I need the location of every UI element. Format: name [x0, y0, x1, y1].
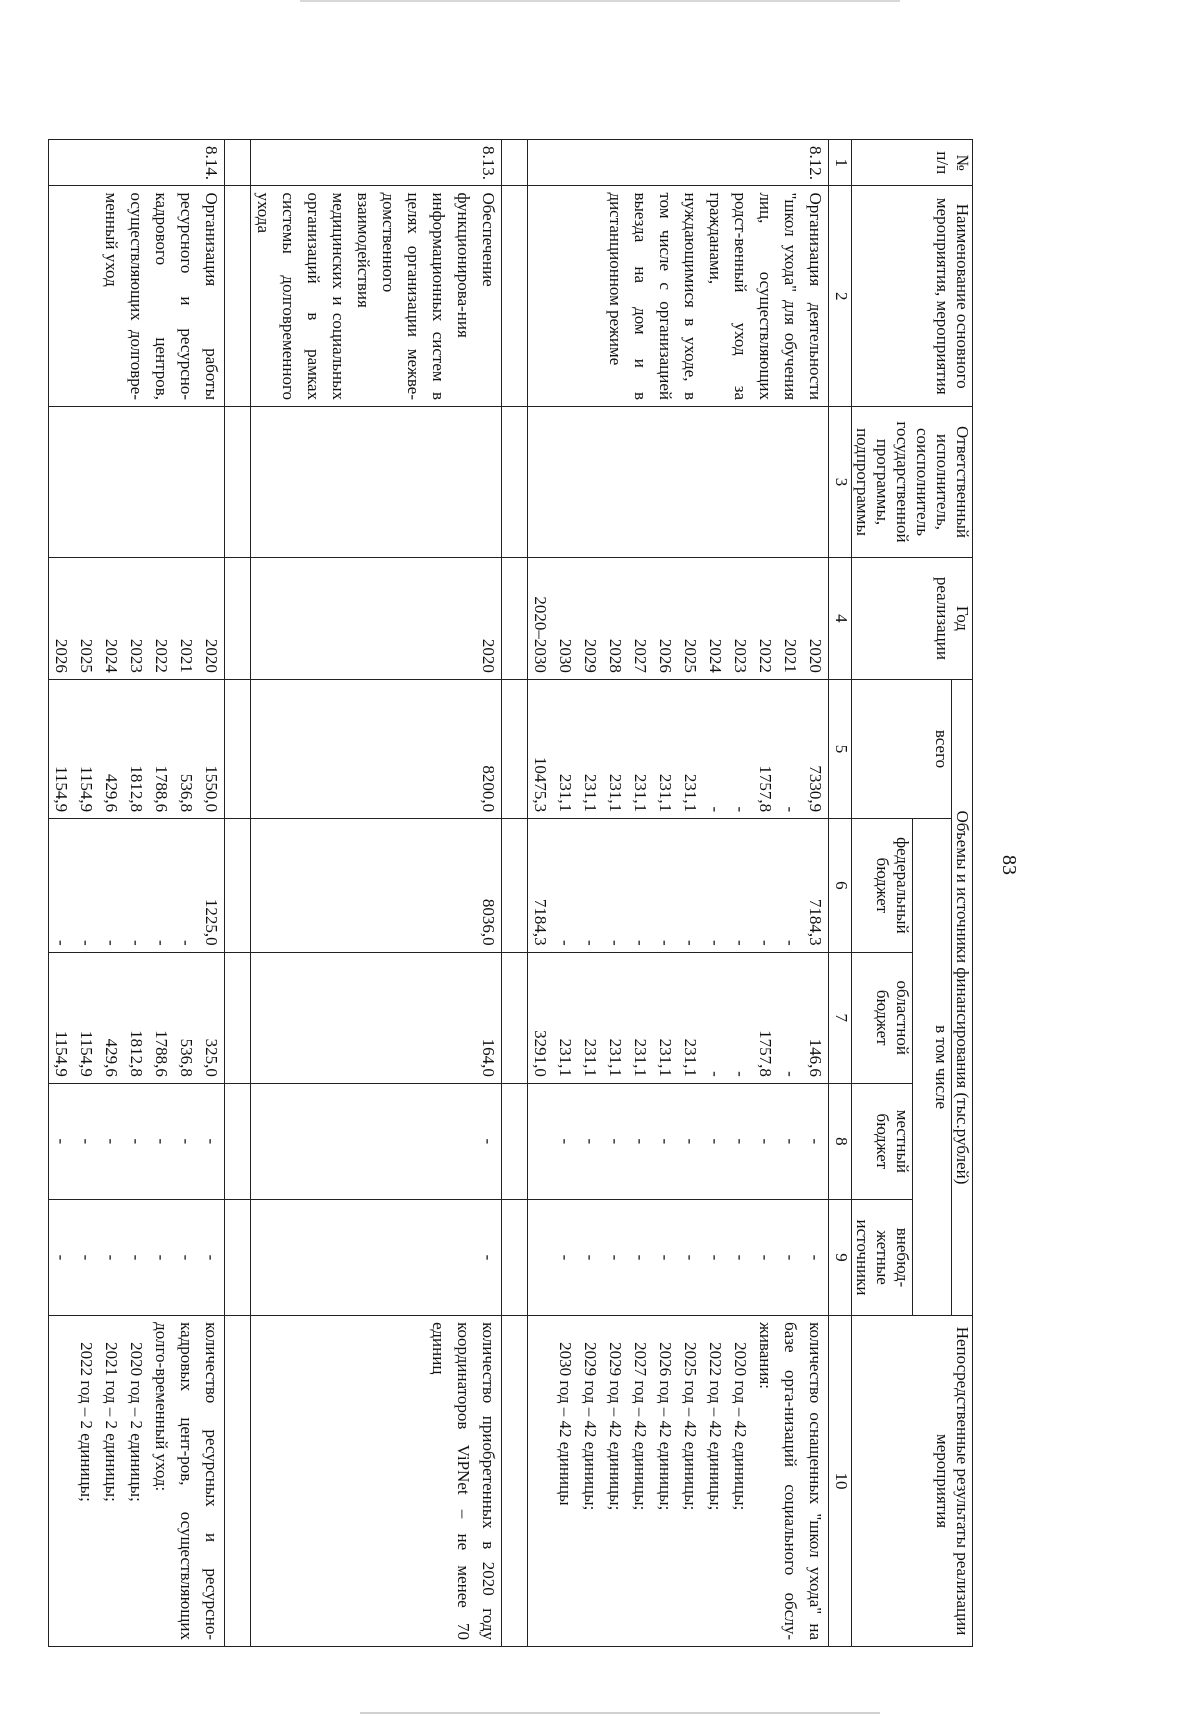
document-page	[52, 55, 1123, 1682]
cell-value: -	[706, 1138, 725, 1145]
cell-value: 429,6	[102, 1038, 121, 1077]
cell-value: -	[606, 939, 625, 946]
cell-value: 231,1	[656, 773, 675, 813]
header-extrabudget: внебюд-жетные источники	[852, 1199, 913, 1315]
cell-value: 231,1	[656, 1038, 675, 1077]
activity-name: Организация работы ресурсного и ресурсно-кадрового центров, осуществляющих долговре-менный уход	[49, 186, 225, 407]
page-number: 83	[998, 855, 1020, 875]
cell-value: -	[152, 939, 171, 946]
cell-value: 325,0	[202, 1038, 221, 1077]
cell-value: -	[781, 806, 800, 813]
cell-value: 2022 год – 42 единицы;	[706, 1342, 725, 1511]
cell-value: -	[127, 939, 146, 946]
cell-value: 2020 год – 42 единицы;	[731, 1342, 750, 1511]
cell-value: 2023	[127, 638, 146, 673]
spacer-cell	[502, 679, 528, 818]
cell-value: 2028	[606, 638, 625, 673]
table-row	[251, 140, 502, 1647]
cell-value: -	[152, 1254, 171, 1261]
cell-value: 2024	[102, 638, 121, 673]
cell-value: 231,1	[581, 1038, 600, 1077]
header-local: местный бюджет	[852, 1083, 913, 1199]
total-cell	[49, 679, 225, 818]
spacer-cell	[225, 186, 251, 407]
cell-value: -	[52, 1254, 71, 1261]
cell-value: 2021	[781, 638, 800, 673]
cell-value: 2021	[177, 638, 196, 673]
cell-value: 536,8	[177, 1038, 196, 1077]
cell-value: -	[806, 1138, 825, 1145]
federal-cell	[251, 819, 502, 953]
spacer-cell	[502, 186, 528, 407]
column-number: 8	[829, 1083, 852, 1199]
cell-value: 1154,9	[77, 1030, 96, 1077]
cell-value: 2021 год – 2 единицы;	[102, 1342, 121, 1502]
cell-value: -	[781, 939, 800, 946]
cell-value: 2020	[806, 638, 825, 673]
responsible-executor	[251, 407, 502, 558]
cell-value: 2025	[681, 638, 700, 673]
cell-value: -	[177, 1138, 196, 1145]
cell-value: 231,1	[556, 773, 575, 813]
result-cell	[49, 1316, 225, 1647]
cell-value: -	[731, 939, 750, 946]
cell-value: 2020–2030	[531, 596, 550, 673]
row-number: 8.14.	[49, 140, 225, 186]
cell-value: -	[756, 1138, 775, 1145]
cell-value: -	[781, 1138, 800, 1145]
column-number: 6	[829, 819, 852, 953]
spacer-cell	[502, 819, 528, 953]
row-number: 8.12.	[528, 140, 829, 186]
cell-value: 2029	[581, 638, 600, 673]
cell-value: 8200,0	[479, 765, 498, 813]
cell-value: 2025 год – 42 единицы;	[681, 1342, 700, 1511]
cell-value: -	[631, 1138, 650, 1145]
cell-value: -	[681, 1254, 700, 1261]
cell-value: 1788,6	[152, 765, 171, 813]
cell-value: 7330,9	[806, 765, 825, 813]
column-number: 1	[829, 140, 852, 186]
regional-cell	[49, 952, 225, 1083]
cell-value: -	[152, 1138, 171, 1145]
cell-value: 2030	[556, 638, 575, 673]
cell-value: -	[731, 1138, 750, 1145]
cell-value: -	[756, 1254, 775, 1261]
cell-value: 1788,6	[152, 1030, 171, 1077]
cell-value: -	[731, 1071, 750, 1077]
cell-value: 231,1	[581, 773, 600, 813]
cell-value: 2022 год – 2 единицы;	[77, 1342, 96, 1502]
spacer-cell	[225, 140, 251, 186]
cell-value: -	[177, 939, 196, 946]
cell-value: -	[479, 1138, 498, 1145]
cell-value: 231,1	[631, 1038, 650, 1077]
header-num: № п/п	[852, 140, 973, 186]
cell-value: -	[606, 1138, 625, 1145]
column-number: 5	[829, 679, 852, 818]
year-cell	[251, 557, 502, 679]
local-cell	[251, 1083, 502, 1199]
column-number: 7	[829, 952, 852, 1083]
total-cell	[528, 679, 829, 818]
cell-value: 2027 год – 42 единицы;	[631, 1342, 650, 1511]
header-total: всего	[852, 679, 952, 818]
cell-value: 2023	[731, 638, 750, 673]
table-body	[49, 140, 829, 1647]
extrabudget-cell	[251, 1199, 502, 1315]
cell-value: 1757,8	[756, 765, 775, 813]
column-number: 2	[829, 186, 852, 407]
cell-value: -	[202, 1254, 221, 1261]
result-intro: количество оснащенных "школ ухода" на базе орга-низаций социального обслу-живания:	[756, 1322, 825, 1640]
result-cell	[528, 1316, 829, 1647]
cell-value: 2027	[631, 638, 650, 673]
cell-value: -	[706, 806, 725, 813]
cell-value: -	[756, 939, 775, 946]
cell-value: -	[631, 939, 650, 946]
scan-edge-bottom	[360, 1712, 880, 1714]
cell-value: -	[706, 939, 725, 946]
year-cell	[49, 557, 225, 679]
cell-value: -	[52, 1138, 71, 1145]
cell-value: 231,1	[631, 773, 650, 813]
cell-value: -	[581, 939, 600, 946]
cell-value: 1154,9	[52, 1030, 71, 1077]
cell-value: -	[177, 1254, 196, 1261]
cell-value: -	[656, 1138, 675, 1145]
cell-value: -	[706, 1071, 725, 1077]
responsible-executor	[49, 407, 225, 558]
row-spacer	[225, 140, 251, 1647]
cell-value: 2029 год – 42 единицы;	[606, 1342, 625, 1511]
header-federal: федеральный бюджет	[852, 819, 913, 953]
cell-value: 2026	[52, 638, 71, 673]
cell-value: -	[581, 1254, 600, 1261]
cell-value: 7184,3	[531, 898, 550, 946]
cell-value: -	[681, 939, 700, 946]
cell-value: -	[479, 1254, 498, 1261]
cell-value: -	[656, 939, 675, 946]
responsible-executor	[528, 407, 829, 558]
cell-value: -	[127, 1138, 146, 1145]
spacer-cell	[225, 679, 251, 818]
spacer-cell	[502, 952, 528, 1083]
cell-value: -	[681, 1138, 700, 1145]
cell-value: -	[77, 1138, 96, 1145]
cell-value: 1225,0	[202, 898, 221, 946]
regional-cell	[251, 952, 502, 1083]
cell-value: -	[606, 1254, 625, 1261]
activity-name: Обеспечение функционирова-ния информационных систем в целях организации межве-домственного взаимодействия медицинских и социальных организаций в рамках системы долговременного ухода	[251, 186, 502, 407]
cell-value: -	[731, 806, 750, 813]
cell-value: 231,1	[681, 1038, 700, 1077]
cell-value: -	[77, 939, 96, 946]
cell-value: 8036,0	[479, 898, 498, 946]
spacer-cell	[225, 1199, 251, 1315]
column-number: 9	[829, 1199, 852, 1315]
cell-value: 2026	[656, 638, 675, 673]
cell-value: 1154,9	[52, 766, 71, 813]
cell-value: 429,6	[102, 773, 121, 813]
cell-value: -	[556, 939, 575, 946]
cell-value: 2020	[202, 638, 221, 673]
spacer-cell	[502, 140, 528, 186]
cell-value: 3291,0	[531, 1030, 550, 1077]
cell-value: -	[102, 1254, 121, 1261]
activity-name: Организация деятельности "школ ухода" для обучения лиц, осуществляющих родст-венный уход за гражданами, нуждающимися в уходе, в том числе с организацией выезда на дом и в дистанционном режиме	[528, 186, 829, 407]
header-name: Наименование основного мероприятия, мероприятия	[852, 186, 973, 407]
federal-cell	[528, 819, 829, 953]
cell-value: -	[581, 1138, 600, 1145]
year-cell	[528, 557, 829, 679]
cell-value: -	[102, 939, 121, 946]
column-number: 10	[829, 1316, 852, 1647]
result-cell	[251, 1316, 502, 1647]
header-including: в том числе	[913, 819, 952, 1316]
cell-value	[528, 1206, 553, 1309]
program-table	[48, 139, 973, 1647]
cell-value: -	[656, 1254, 675, 1261]
cell-value: 2022	[152, 638, 171, 673]
column-numbers-row	[829, 140, 852, 1647]
extrabudget-cell	[528, 1199, 829, 1315]
spacer-cell	[502, 1316, 528, 1647]
federal-cell	[49, 819, 225, 953]
result-intro: количество приобретенных в 2020 году координаторов ViPNet – не менее 70 единиц	[429, 1322, 498, 1640]
cell-value: 2025	[77, 638, 96, 673]
cell-value: -	[631, 1254, 650, 1261]
cell-value: 1154,9	[77, 766, 96, 813]
cell-value: -	[52, 939, 71, 946]
total-cell	[251, 679, 502, 818]
spacer-cell	[225, 407, 251, 558]
cell-value: 146,6	[806, 1038, 825, 1077]
cell-value: 10475,3	[531, 756, 550, 813]
cell-value: 164,0	[479, 1038, 498, 1077]
spacer-cell	[225, 557, 251, 679]
column-number: 3	[829, 407, 852, 558]
cell-value: -	[806, 1254, 825, 1261]
local-cell	[49, 1083, 225, 1199]
cell-value: 2029 год – 42 единицы;	[581, 1342, 600, 1511]
extrabudget-cell	[49, 1199, 225, 1315]
header-result: Непосредственные результаты реализации мероприятия	[852, 1316, 973, 1647]
cell-value: 231,1	[606, 773, 625, 813]
spacer-cell	[502, 1083, 528, 1199]
spacer-cell	[502, 557, 528, 679]
cell-value: -	[706, 1254, 725, 1261]
cell-value: 536,8	[177, 773, 196, 813]
cell-value: 231,1	[681, 773, 700, 813]
scan-edge-top	[300, 0, 900, 2]
cell-value: 2020	[479, 638, 498, 673]
cell-value: 2024	[706, 638, 725, 673]
row-number: 8.13.	[251, 140, 502, 186]
spacer-cell	[502, 407, 528, 558]
row-spacer	[502, 140, 528, 1647]
cell-value: 231,1	[606, 1038, 625, 1077]
cell-value: 1812,8	[127, 1030, 146, 1077]
spacer-cell	[225, 819, 251, 953]
header-regional: областной бюджет	[852, 952, 913, 1083]
cell-value: 2022	[756, 638, 775, 673]
cell-value	[528, 1090, 553, 1193]
cell-value: 2026 год – 42 единицы;	[656, 1342, 675, 1511]
spacer-cell	[502, 1199, 528, 1315]
cell-value: 1757,8	[756, 1030, 775, 1077]
cell-value: -	[202, 1138, 221, 1145]
cell-value: -	[781, 1071, 800, 1077]
cell-value: 2030 год – 42 единицы	[556, 1342, 575, 1506]
result-intro: количество ресурсных и ресурсно-кадровых цент-ров, осуществляющих долго-временный уход:	[152, 1322, 221, 1640]
cell-value: -	[102, 1138, 121, 1145]
cell-value: -	[781, 1254, 800, 1261]
cell-value: -	[127, 1254, 146, 1261]
spacer-cell	[225, 952, 251, 1083]
spacer-cell	[225, 1316, 251, 1647]
header-financing: Объемы и источники финансирования (тыс.рублей)	[952, 679, 973, 1315]
cell-value: 1812,8	[127, 765, 146, 813]
cell-value: -	[556, 1138, 575, 1145]
spacer-cell	[225, 1083, 251, 1199]
cell-value: 7184,3	[806, 898, 825, 946]
cell-value: 1550,0	[202, 765, 221, 813]
regional-cell	[528, 952, 829, 1083]
cell-value: -	[556, 1254, 575, 1261]
header-responsible: Ответственный исполнитель, соисполнитель государственной программы, подпрограммы	[852, 407, 973, 558]
table-row	[528, 140, 829, 1647]
table-row	[49, 140, 225, 1647]
local-cell	[528, 1083, 829, 1199]
cell-value: -	[77, 1254, 96, 1261]
cell-value: -	[731, 1254, 750, 1261]
column-number: 4	[829, 557, 852, 679]
header-year: Год реализации	[852, 557, 973, 679]
cell-value: 231,1	[556, 1038, 575, 1077]
cell-value: 2020 год – 2 единицы;	[127, 1342, 146, 1502]
